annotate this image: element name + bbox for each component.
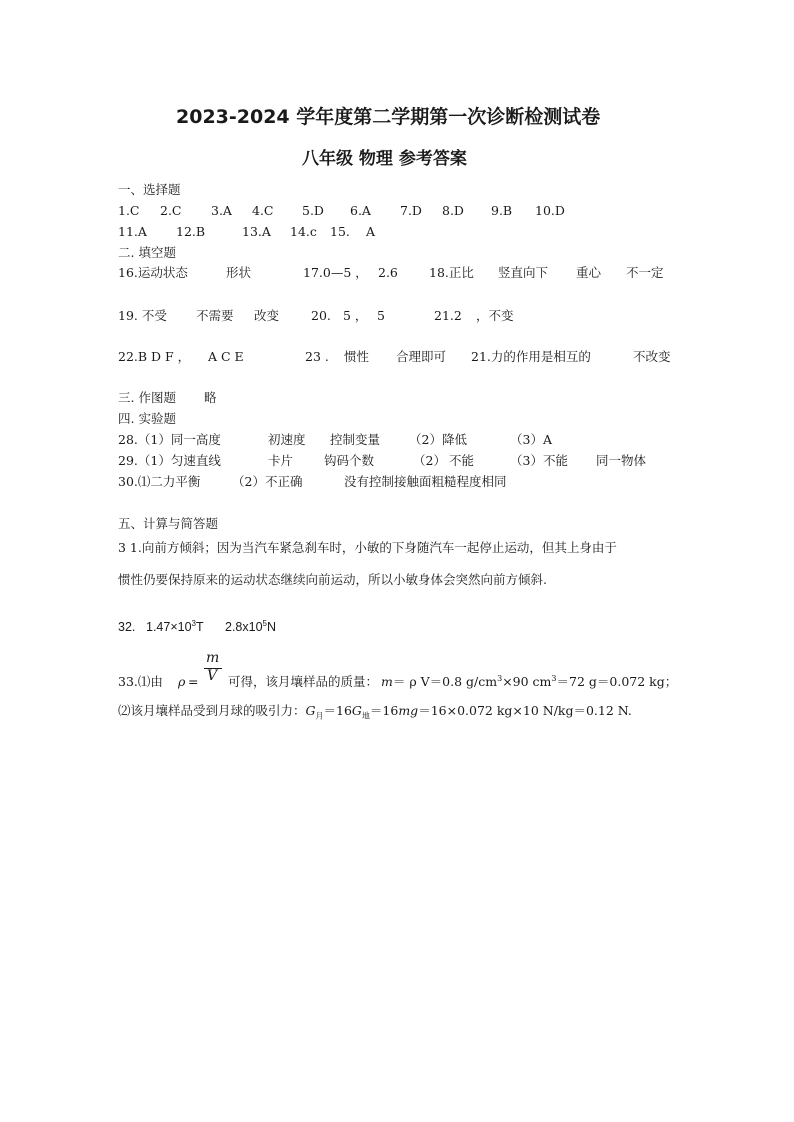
answer-item: （3）A xyxy=(510,432,552,447)
answer-item: （2）不正确 xyxy=(232,474,303,489)
answer-item: 23 . xyxy=(305,349,329,364)
answer-item: 12.B xyxy=(176,224,206,239)
fraction-denominator: V xyxy=(207,668,218,684)
answer-item: 21.2 xyxy=(434,308,462,323)
answer-item: 7.D xyxy=(400,203,422,218)
q32-value-a: $1.47\times 10^3T$ xyxy=(146,618,204,634)
answer-item: 21.力的作用是相互的 xyxy=(471,349,591,364)
section-heading-choice: 一、选择题 xyxy=(118,182,181,197)
answer-item: 不需要 xyxy=(196,308,234,323)
page-subtitle: 八年级 物理 参考答案 xyxy=(302,149,467,169)
answer-item: 3.A xyxy=(211,203,232,218)
answer-item: 17.0—5 ， xyxy=(303,265,368,280)
answer-item: 13.A xyxy=(242,224,271,239)
answer-item: （2）降低 xyxy=(409,432,467,447)
answer-item: 不改变 xyxy=(633,349,671,364)
q33-prefix: 33.⑴由 xyxy=(118,674,163,689)
answer-item: 5 ， xyxy=(343,308,368,323)
q31-answer-line1: 3 1.向前方倾斜；因为当汽车紧急刹车时，小敏的下身随汽车一起停止运动，但其上身由于 xyxy=(118,540,617,555)
equals-sign: = xyxy=(188,674,199,689)
answer-item: 29.（1）匀速直线 xyxy=(118,453,221,468)
answer-item: 15. xyxy=(330,224,350,239)
answer-item: 不能 xyxy=(449,453,475,468)
answer-item: A xyxy=(366,224,376,239)
answer-item: 2.C xyxy=(160,203,182,218)
answer-item: 合理即可 xyxy=(396,349,447,364)
answer-item: 形状 xyxy=(226,265,252,280)
section-heading-experiment: 四. 实验题 xyxy=(118,411,176,426)
answer-item: 钩码个数 xyxy=(324,453,375,468)
answer-item: 9.B xyxy=(491,203,513,218)
fraction-numerator: m xyxy=(206,650,220,666)
page-title: 2023-2024 学年度第二学期第一次诊断检测试卷 xyxy=(176,106,601,128)
rho-symbol: ρ xyxy=(178,674,186,689)
answer-item: 30.⑴二力平衡 xyxy=(118,474,201,489)
answer-item: 10.D xyxy=(535,203,565,218)
answer-item: 5.D xyxy=(302,203,324,218)
answer-item: 卡片 xyxy=(268,453,294,468)
answer-item: 4.C xyxy=(252,203,274,218)
answer-item: 20. xyxy=(311,308,331,323)
q31-answer-line2: 惯性仍要保持原来的运动状态继续向前运动，所以小敏身体会突然向前方倾斜. xyxy=(118,572,547,587)
answer-item: 8.D xyxy=(442,203,464,218)
answer-item: 11.A xyxy=(118,224,147,239)
answer-item: 不一定 xyxy=(626,265,664,280)
answer-item: 初速度 xyxy=(268,432,306,447)
q32-value-b: $2.8x10^5N$ xyxy=(225,618,277,634)
answer-item: 22.B D F ， xyxy=(118,349,191,364)
answer-item: 没有控制接触面粗糙程度相同 xyxy=(344,474,507,489)
q33-line2-text: ⑵该月壤样品受到月球的吸引力：$G_月=16G_地=16mg=16\times 0.072$ kg×10 N/kg＝0.12 N. xyxy=(118,703,632,721)
q32-label: 32. xyxy=(118,620,136,634)
section-heading-calculation: 五、计算与简答题 xyxy=(118,516,219,531)
answer-item: ，不变 xyxy=(476,308,514,323)
q33-line1-calc: m＝ ρ V＝0.8 $g/cm^3\times 90$ $cm^3=72$ g＝0.072 kg； xyxy=(381,673,678,689)
answer-item: 6.A xyxy=(350,203,371,218)
answer-item: 14.c xyxy=(290,224,317,239)
section-heading-drawing: 三. 作图题 xyxy=(118,390,176,405)
answer-item: 16.运动状态 xyxy=(118,265,188,280)
answer-item: 改变 xyxy=(254,308,280,323)
answer-item: 5 xyxy=(377,308,385,323)
answer-item: 1.C xyxy=(118,203,140,218)
answer-item: A C E xyxy=(208,349,244,364)
answer-item: 2.6 xyxy=(378,265,398,280)
answer-item: （3）不能 xyxy=(510,453,568,468)
answer-item: 惯性 xyxy=(344,349,370,364)
answer-item: 重心 xyxy=(576,265,602,280)
answer-item: 18.正比 xyxy=(429,265,474,280)
drawing-note: 略 xyxy=(204,390,217,405)
answer-item: 竖直向下 xyxy=(498,265,549,280)
answer-item: 28.（1）同一高度 xyxy=(118,432,221,447)
answer-item: 19. 不受 xyxy=(118,308,167,323)
section-heading-fill: 二. 填空题 xyxy=(118,245,176,260)
answer-item: 同一物体 xyxy=(596,453,647,468)
answer-item: （2） xyxy=(413,453,446,468)
q33-line1-text: 可得，该月壤样品的质量： xyxy=(228,674,379,689)
answer-item: 控制变量 xyxy=(330,432,381,447)
